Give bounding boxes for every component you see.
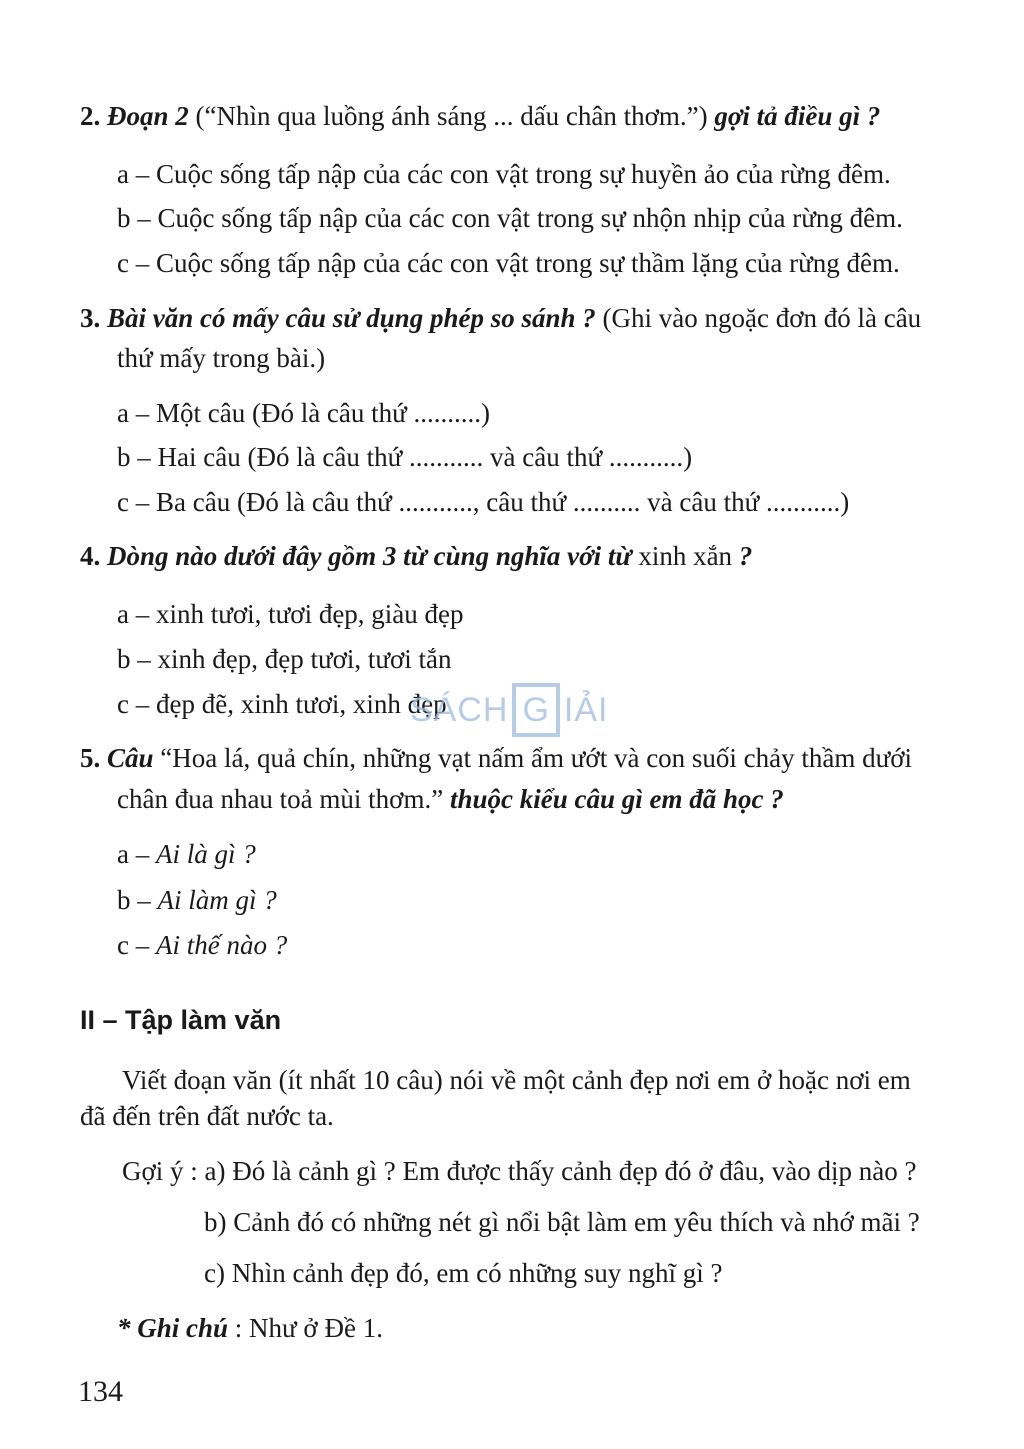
question-lead: Câu <box>107 743 154 773</box>
question-note: (Ghi vào ngoặc đơn đó là câu <box>595 303 922 333</box>
question-lead: Bài văn có mấy câu sử dụng phép so sánh ? <box>107 303 596 333</box>
question-tail: thuộc kiểu câu gì em đã học ? <box>449 784 784 814</box>
hint-c: c) Nhìn cảnh đẹp đó, em có những suy nghĩ gì ? <box>204 1258 723 1288</box>
question-number: 2. <box>80 101 101 131</box>
hint-b: b) Cảnh đó có những nét gì nổi bật làm em yêu thích và nhớ mãi ? <box>204 1207 920 1237</box>
option-4a: a – xinh tươi, tươi đẹp, giàu đẹp <box>117 599 464 629</box>
section-paragraph-line2: đã đến trên đất nước ta. <box>80 1101 334 1131</box>
option-4b: b – xinh đẹp, đẹp tươi, tươi tắn <box>117 644 452 674</box>
question-number: 3. <box>80 303 101 333</box>
option-2a: a – Cuộc sống tấp nập của các con vật trong sự huyền ảo của rừng đêm. <box>117 159 891 189</box>
question-quote: “Hoa lá, quả chín, những vạt nấm ẩm ướt và con suối chảy thầm dưới <box>153 743 913 773</box>
option-5a: a – Ai là gì ? <box>117 839 256 869</box>
question-tail: gợi tả điều gì ? <box>714 101 881 131</box>
question-quote-cont: chân đua nhau toả mùi thơm.” <box>117 784 450 814</box>
option-3a: a – Một câu (Đó là câu thứ ..........) <box>117 398 491 428</box>
hint-a: Gợi ý : a) Đó là cảnh gì ? Em được thấy cảnh đẹp đó ở đâu, vào dịp nào ? <box>122 1156 917 1186</box>
question-tail: ? <box>738 541 753 571</box>
section-paragraph-line1: Viết đoạn văn (ít nhất 10 câu) nói về một cảnh đẹp nơi em ở hoặc nơi em <box>122 1065 911 1095</box>
question-5-cont <box>117 783 784 815</box>
watermark-logo: SÁCH G IẢI <box>410 680 609 740</box>
option-4c: c – đẹp đẽ, xinh tươi, xinh đẹp <box>117 689 447 719</box>
note-text: : Như ở Đề 1. <box>228 1313 383 1343</box>
note <box>117 1312 383 1344</box>
question-quote: (“Nhìn qua luồng ánh sáng ... dấu chân thơm.”) <box>188 101 715 131</box>
option-5b: b – Ai làm gì ? <box>117 885 277 915</box>
option-3c: c – Ba câu (Đó là câu thứ ..........., câu thứ .......... và câu thứ ...........) <box>117 487 850 517</box>
question-2-heading <box>80 100 880 132</box>
option-2b: b – Cuộc sống tấp nập của các con vật trong sự nhộn nhịp của rừng đêm. <box>117 203 903 233</box>
question-lead: Dòng nào dưới đây gồm 3 từ cùng nghĩa với từ <box>107 541 632 571</box>
question-word: xinh xắn <box>631 541 739 571</box>
question-number: 4. <box>80 541 101 571</box>
question-5-heading <box>80 742 912 774</box>
option-2c: c – Cuộc sống tấp nập của các con vật trong sự thầm lặng của rừng đêm. <box>117 248 900 278</box>
option-5c: c – Ai thế nào ? <box>117 930 288 960</box>
question-3-note-cont: thứ mấy trong bài.) <box>117 343 326 373</box>
question-3-heading <box>80 302 921 334</box>
note-label: * Ghi chú <box>117 1313 229 1343</box>
question-lead: Đoạn 2 <box>107 101 189 131</box>
section-title: II – Tập làm văn <box>80 1005 282 1035</box>
question-4-heading <box>80 540 752 572</box>
option-3b: b – Hai câu (Đó là câu thứ ........... và câu thứ ...........) <box>117 442 693 472</box>
question-number: 5. <box>80 743 101 773</box>
page-number: 134 <box>78 1375 123 1408</box>
